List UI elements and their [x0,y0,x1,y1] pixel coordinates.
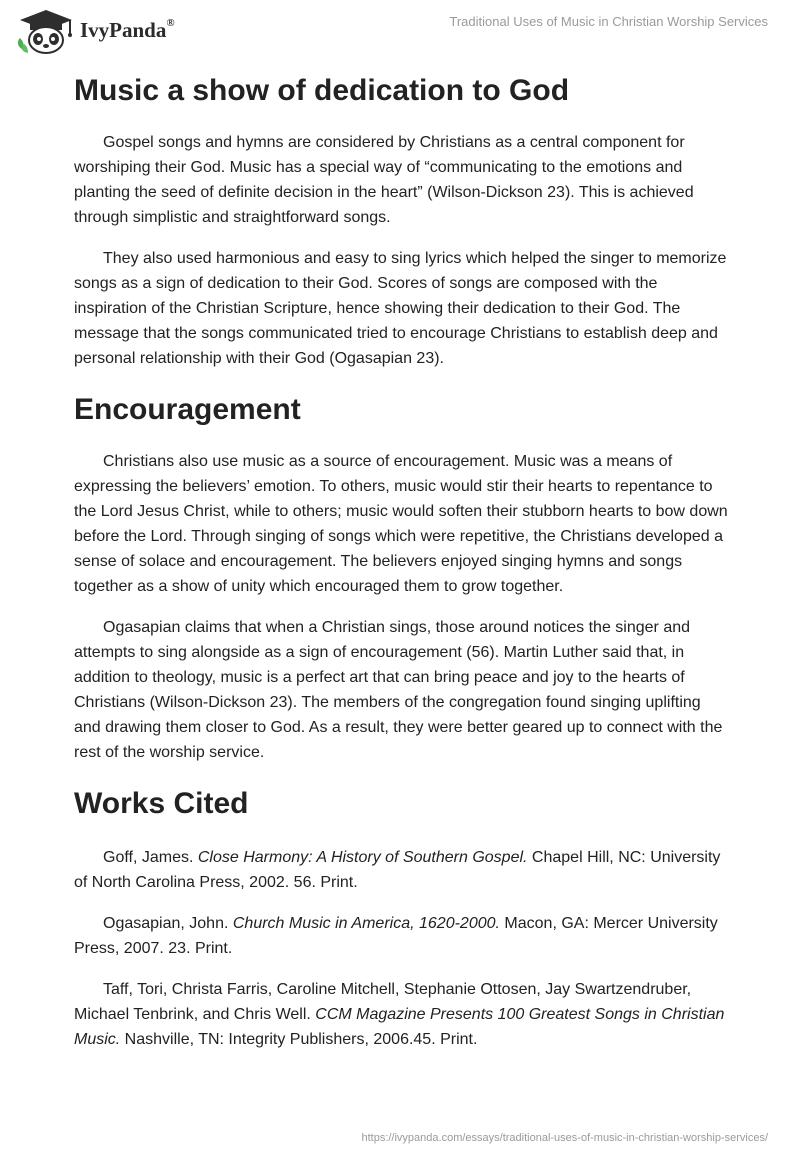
paragraph: They also used harmonious and easy to sing lyrics which helped the singer to memorize songs as a sign of dedication to their God. Scores of songs are composed with the inspiration of the Christian Scripture, hence showing their dedication to their God. The message that the songs communicated tried to encourage Christians to establish deep and personal relationship with their God (Ogasapian 23). [74,250,727,367]
brand-name[interactable] [80,18,175,43]
section-heading: Music a show of dedication to God [74,74,570,107]
works-cited-heading: Works Cited [74,787,249,820]
paragraph: Christians also use music as a source of encouragement. Music was a means of expressing the believers’ emotion. To others, music would stir their hearts to repentance to the Lord Jesus Christ, while to others; music would soften their stubborn hearts to bow down before the Lord. Through singing of songs which were repetitive, the Christians developed a sense of solace and encouragement. The believers enjoyed singing hymns and songs together as a show of unity which encouraged them to grow together. [74,453,728,595]
brand-text: IvyPanda [80,18,167,42]
citation-entry [74,977,730,1052]
document-title: Traditional Uses of Music in Christian Worship Services [449,14,768,29]
citation-publisher: Chapel Hill, NC: University of North Carolina Press, 2002. 56. Print. [74,849,721,891]
page-header [0,0,800,60]
citation-entry [74,845,730,895]
citation-author: Ogasapian, John. [103,915,233,932]
citation-title: CCM Magazine Presents 100 Greatest Songs in Christian Music. [74,1006,725,1048]
section-heading: Encouragement [74,393,301,426]
citation-title: Church Music in America, 1620-2000. [232,915,500,932]
citation-author: Taff, Tori, Christa Farris, Caroline Mitchell, Stephanie Ottosen, Jay Swartzendruber, Michael Tenbrink, and Chris Well. [74,981,692,1023]
source-url-link[interactable]: https://ivypanda.com/essays/traditional-uses-of-music-in-christian-worship-services/ [361,1132,768,1144]
paragraph: Ogasapian claims that when a Christian sings, those around notices the singer and attempts to sing alongside as a sign of encouragement (56). Martin Luther said that, in addition to theology, music is a perfect art that can bring peace and joy to the hearts of Christians (Wilson-Dickson 23). The members of the congregation found singing uplifting and drawing them closer to God. As a result, they were better geared up to connect with the rest of the worship service. [74,619,723,761]
paragraph: Gospel songs and hymns are considered by Christians as a central component for worshiping their God. Music has a special way of “communicating to the emotions and planting the seed of definite decision in the heart” (Wilson-Dickson 23). This is achieved through simplistic and straightforward songs. [74,134,694,226]
citation-entry [74,911,730,961]
panda-graduate-logo-icon[interactable] [14,8,78,54]
essay-body [74,72,730,1052]
citation-title: Close Harmony: A History of Southern Gospel. [197,849,528,866]
registered-mark: ® [166,17,175,29]
citation-publisher: Macon, GA: Mercer University Press, 2007. 23. Print. [74,915,718,957]
citation-publisher: Nashville, TN: Integrity Publishers, 2006.45. Print. [120,1031,478,1048]
citation-author: Goff, James. [103,849,198,866]
